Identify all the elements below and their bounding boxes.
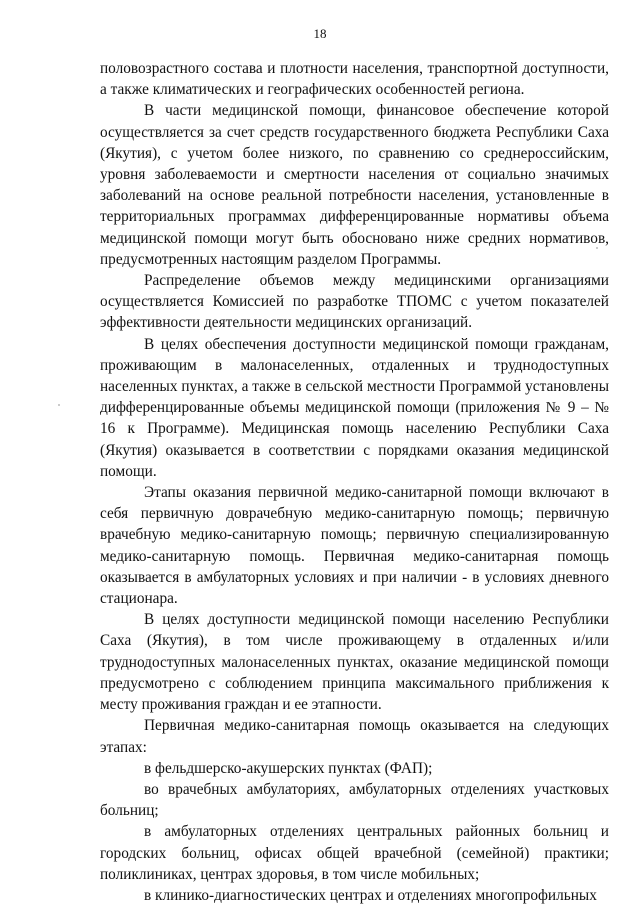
paragraph: в клинико-диагностических центрах и отделениях многопрофильных [144,886,597,904]
paragraph: В целях доступности медицинской помощи населению Республики Саха (Якутия), в том числе проживающему в отдаленных и/или труднодоступных малонаселенных пунктах, оказание медицинской помощи предусмотрено с соблюдением принципа максимального приближения к месту проживания граждан и ее этапности. [100,611,609,714]
paragraph: Распределение объемов между медицинскими организациями осуществляется Комиссией по разработке ТПОМС с учетом показателей эффективности деятельности медицинских организаций. [100,272,609,332]
paragraph: Первичная медико-санитарная помощь оказывается на следующих этапах: [100,717,609,756]
document-body [100,58,609,906]
page-number: 18 [313,26,327,41]
scan-speck [596,247,598,249]
paragraph: во врачебных амбулаториях, амбулаторных отделениях участковых больниц; [100,780,609,820]
scan-speck [58,404,60,406]
paragraph: в фельдшерско-акушерских пунктах (ФАП); [144,759,433,777]
paragraph: В части медицинской помощи, финансовое обеспечение которой осуществляется за счет средств государственного бюджета Республики Саха (Якутия), с учетом более низкого, по сравнению со среднероссийским, уровня заболеваемости и смертности населения от социально значимых заболеваний на основе реальной потребности населения, установленные в территориальных программах дифференцированные нормативы объема медицинской помощи могут быть обосновано ниже средних нормативов, предусмотренных настоящим разделом Программы. [100,102,609,268]
paragraph: В целях обеспечения доступности медицинской помощи гражданам, проживающим в малонаселенных, отдаленных и труднодоступных населенных пунктах, а также в сельской местности Программой установлены дифференцированные объемы медицинской помощи (приложения № 9 – № 16 к Программе). Медицинская помощь населению Республики Саха (Якутия) оказывается в соответствии с порядками оказания медицинской помощи. [100,335,609,480]
paragraph: половозрастного состава и плотности населения, транспортной доступности, а также климатических и географических особенностей региона. [100,60,609,99]
paragraph: Этапы оказания первичной медико-санитарной помощи включают в себя первичную доврачебную медико-санитарную помощь; первичную врачебную медико-санитарную помощь; первичную специализированную медико-санитарную помощь. Первичная медико-санитарная помощь оказывается в амбулаторных условиях и при наличии - в условиях дневного стационара. [100,484,609,608]
paragraph: в амбулаторных отделениях центральных районных больниц и городских больниц, офисах общей врачебной (семейной) практики; поликлиниках, центрах здоровья, в том числе мобильных; [100,823,609,883]
